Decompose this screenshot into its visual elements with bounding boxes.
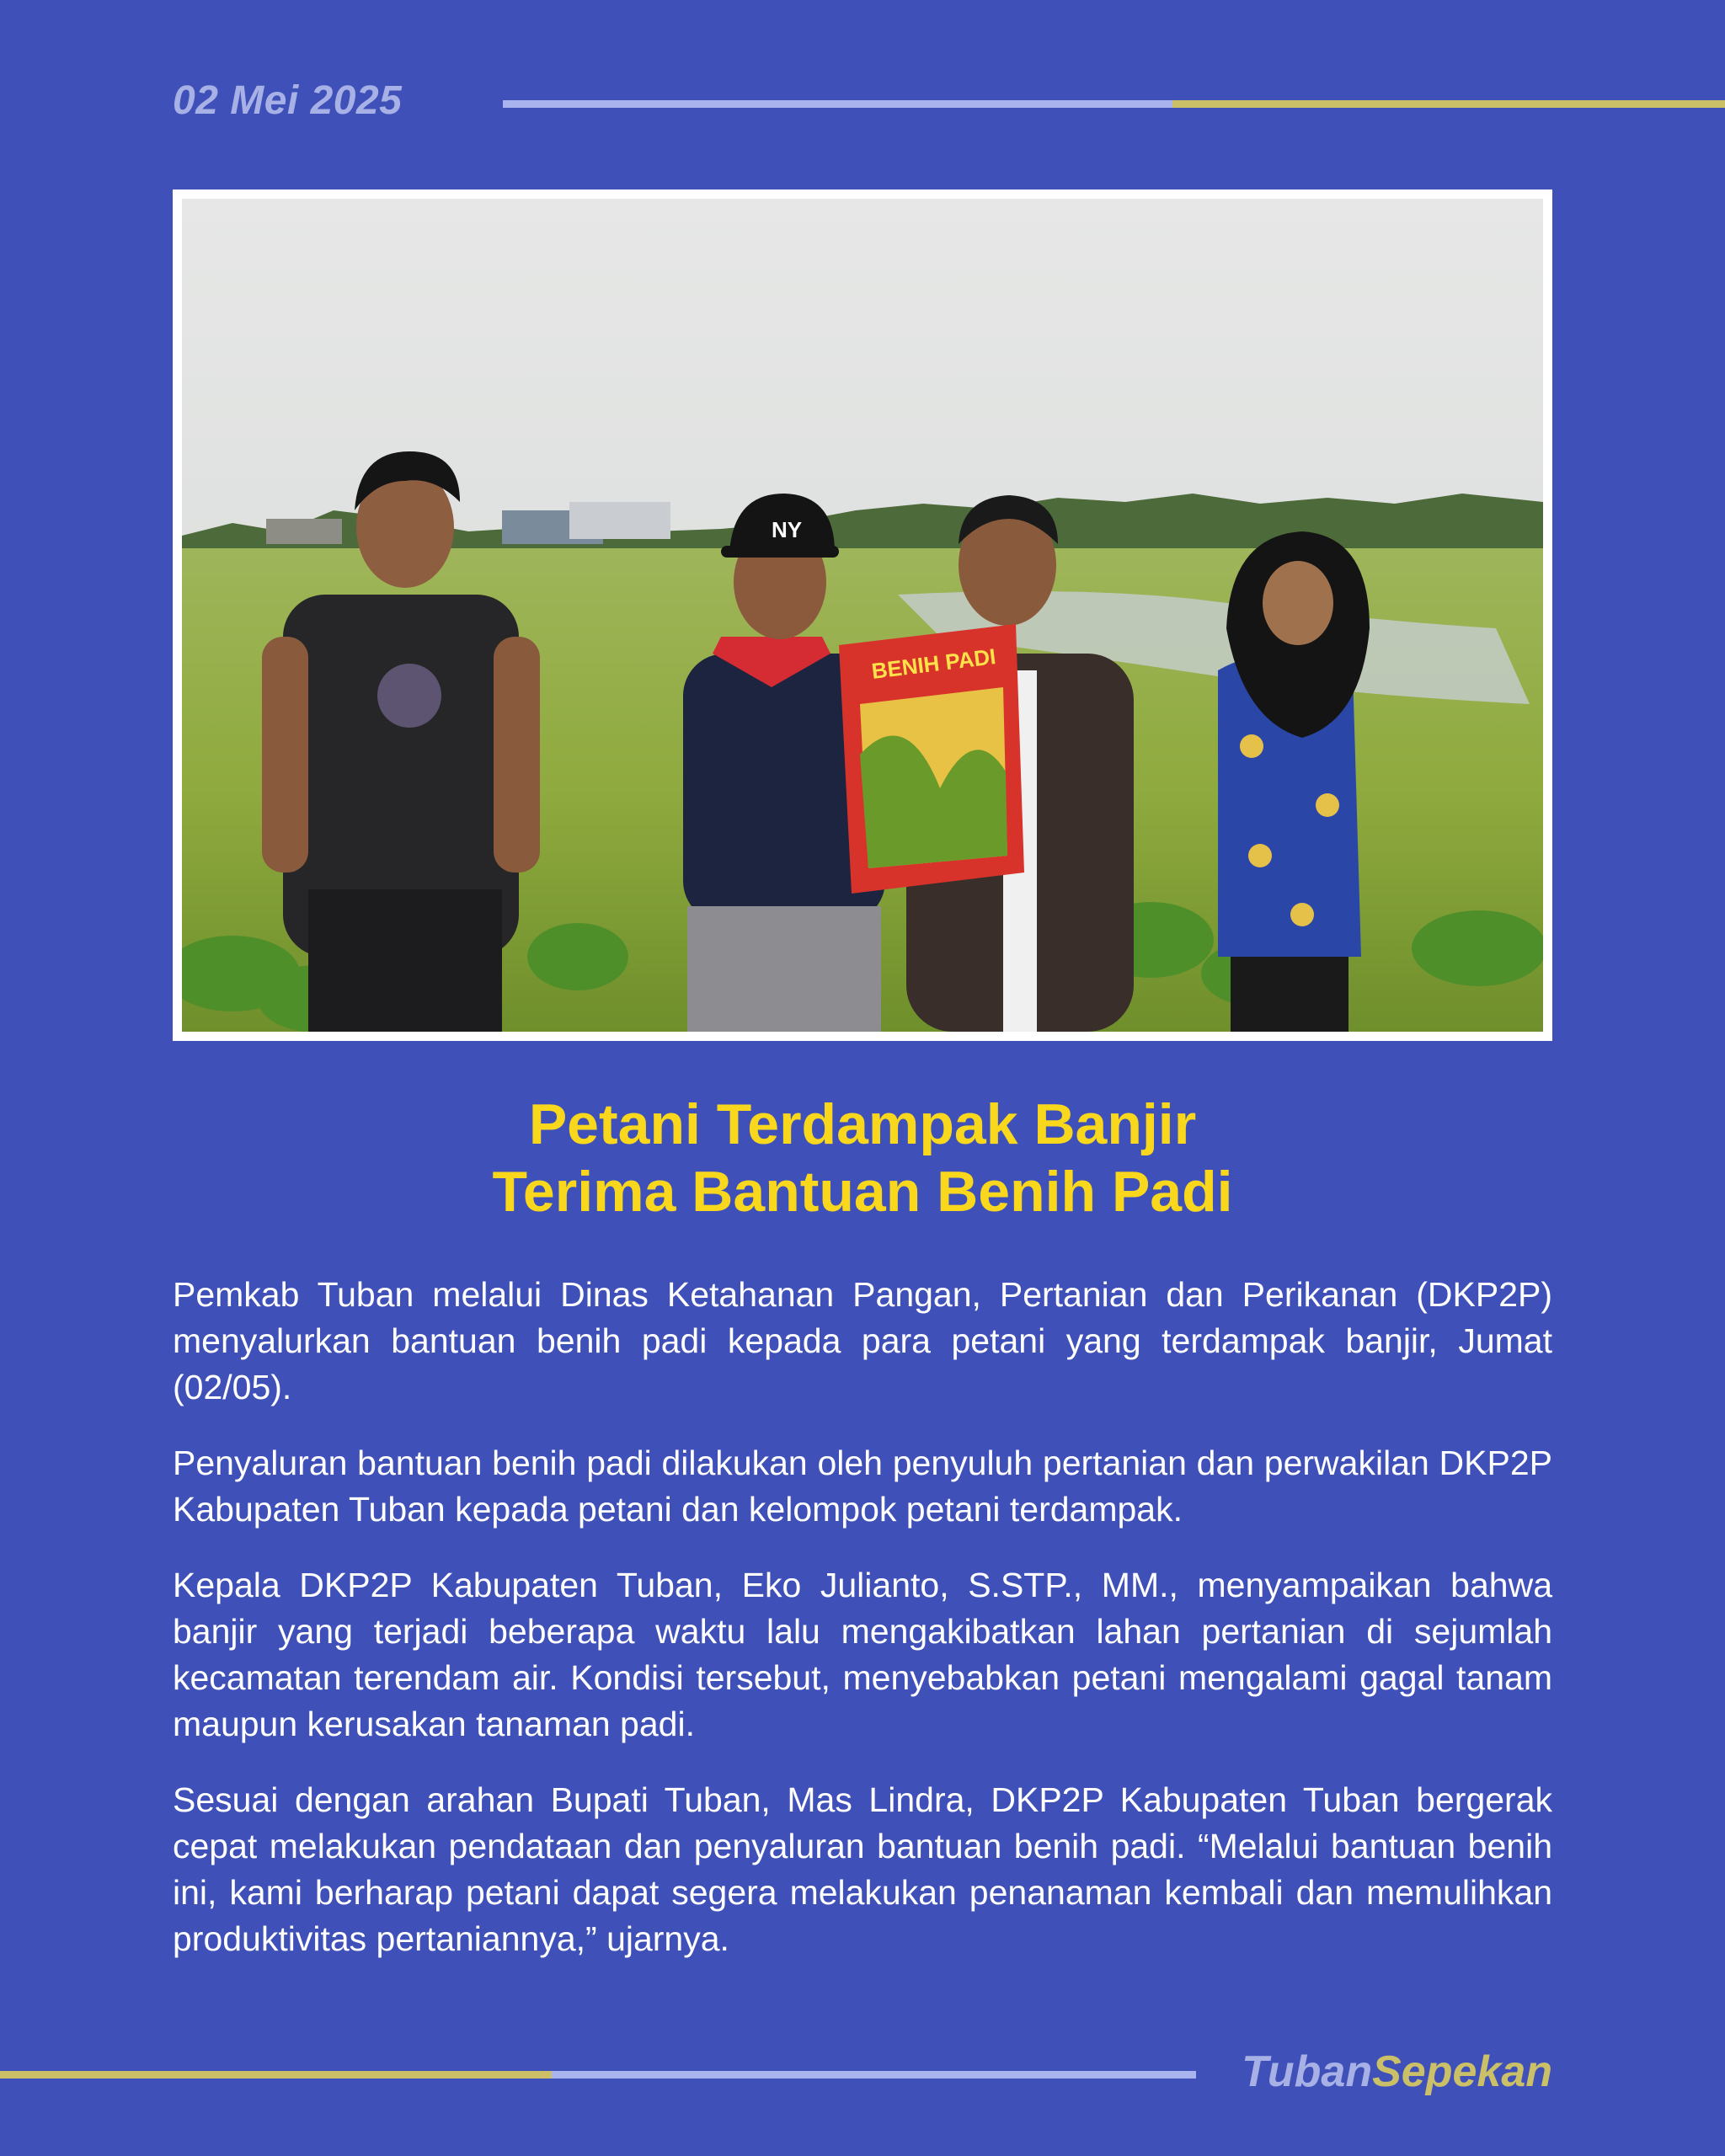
title-line-2: Terima Bantuan Benih Padi [492,1160,1233,1224]
publish-date: 02 Mei 2025 [173,78,403,123]
title-line-1: Petani Terdampak Banjir [528,1092,1197,1156]
paragraph-4: Sesuai dengan arahan Bupati Tuban, Mas Lindra, DKP2P Kabupaten Tuban bergerak cepat melakukan pendataan dan penyaluran bantuan benih padi. “Melalui bantuan benih ini, kami berharap petani dapat segera melakukan penanaman kembali dan memulihkan produktivitas pertaniannya,” ujarnya. [173,1780,1552,1958]
footer-divider-gold [0,2071,552,2079]
article-body [173,1272,1552,1992]
paragraph-1: Pemkab Tuban melalui Dinas Ketahanan Pangan, Pertanian dan Perikanan (DKP2P) menyalurkan bantuan benih padi kepada para petani yang terdampak banjir, Jumat (02/05). [173,1275,1552,1406]
paragraph-2: Penyaluran bantuan benih padi dilakukan oleh penyuluh pertanian dan perwakilan DKP2P Kabupaten Tuban kepada petani dan kelompok petani terdampak. [173,1444,1552,1529]
footer-divider-blue [552,2071,1196,2079]
brand-logo [1242,2047,1552,2097]
article-photo [182,199,1543,1032]
brand-part-2: Sepekan [1372,2047,1552,2096]
paragraph-3: Kepala DKP2P Kabupaten Tuban, Eko Julianto, S.STP., MM., menyampaikan bahwa banjir yang terjadi beberapa waktu lalu mengakibatkan lahan pertanian di sejumlah kecamatan terendam air. Kondisi tersebut, menyebabkan petani mengalami gagal tanam maupun kerusakan tanaman padi. [173,1566,1552,1743]
article-title [173,1091,1552,1225]
photo-frame [173,189,1552,1041]
brand-part-1: Tuban [1242,2047,1373,2096]
cap-logo: NY [772,517,803,542]
header-divider-gold [1172,100,1725,108]
seed-bag-label: BENIH PADI [870,643,997,684]
header-divider-blue [503,100,1172,108]
